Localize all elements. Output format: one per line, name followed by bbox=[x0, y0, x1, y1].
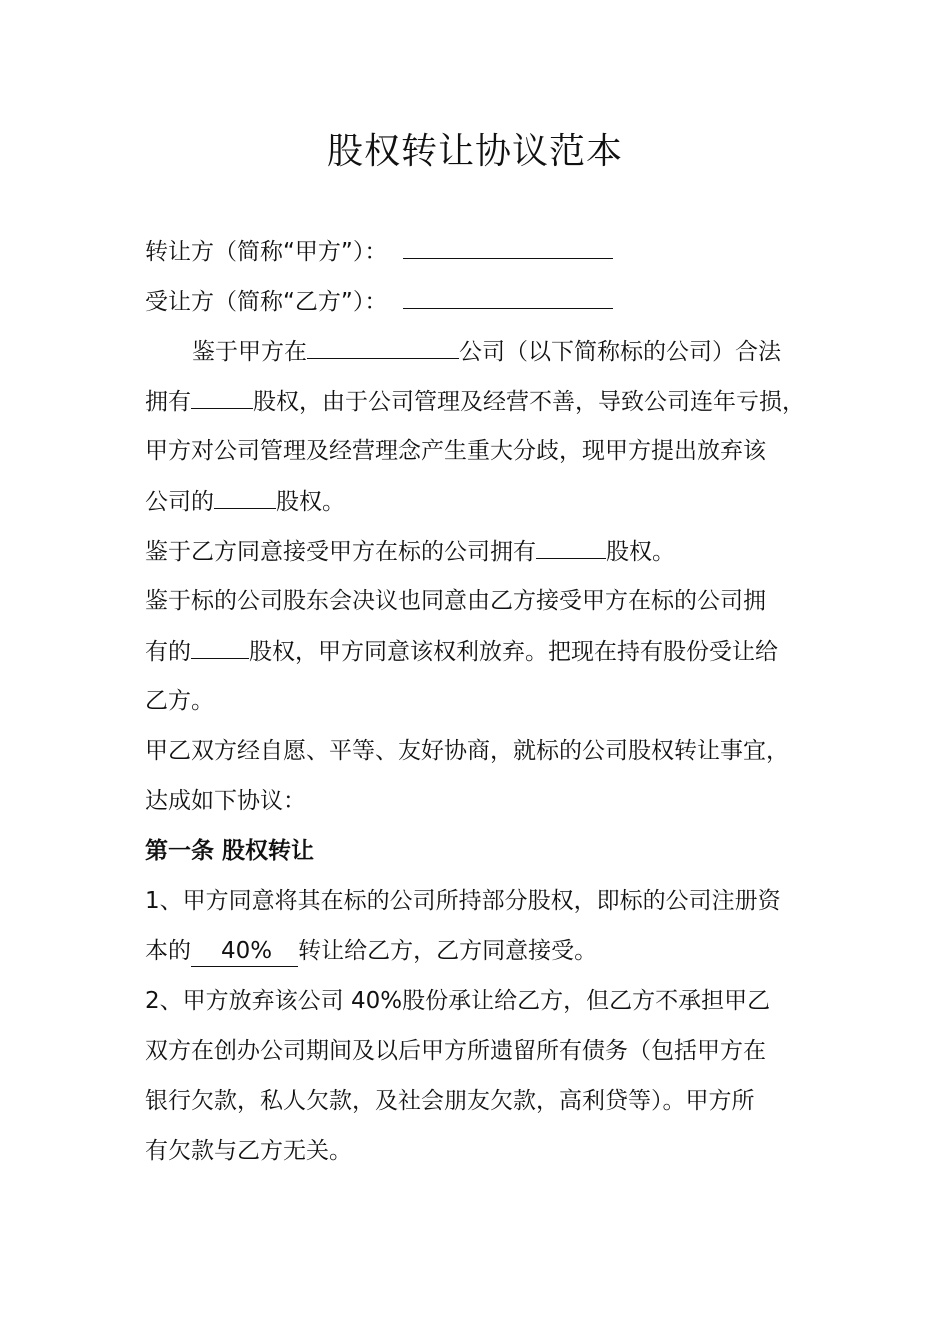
recital-text: 公司（以下简称标的公司）合法 bbox=[459, 339, 781, 365]
recital3-line1: 鉴于标的公司股东会决议也同意由乙方接受甲方在标的公司拥 bbox=[145, 588, 766, 614]
clause2-line3: 银行欠款，私人欠款，及社会朋友欠款，高利贷等）。甲方所 bbox=[145, 1088, 755, 1114]
clause2-line4: 有欠款与乙方无关。 bbox=[145, 1138, 352, 1164]
transferor-label: 转让方（简称“甲方”）： bbox=[145, 239, 388, 265]
article1-heading: 第一条 股权转让 bbox=[145, 838, 315, 864]
recital-text: 有的 bbox=[145, 639, 191, 665]
transferor-line bbox=[145, 236, 613, 267]
recital-text: 股权，由于公司管理及经营不善，导致公司连年亏损， bbox=[253, 389, 805, 415]
transferee-line bbox=[145, 286, 613, 317]
recital-text: 拥有 bbox=[145, 389, 191, 415]
recital-text: 股权，甲方同意该权利放弃。把现在持有股份受让给 bbox=[249, 639, 778, 665]
share-blank[interactable] bbox=[214, 486, 276, 509]
percentage-field[interactable]: 40% bbox=[191, 936, 298, 967]
recital-text: 股权。 bbox=[606, 539, 675, 565]
recital1-line2 bbox=[145, 386, 805, 417]
recital3-line3: 乙方。 bbox=[145, 688, 214, 714]
clause1-line1: 1、甲方同意将其在标的公司所持部分股权，即标的公司注册资 bbox=[145, 888, 781, 914]
recital-text: 鉴于乙方同意接受甲方在标的公司拥有 bbox=[145, 539, 536, 565]
clause1-line2 bbox=[145, 936, 597, 967]
recital-text: 公司的 bbox=[145, 489, 214, 515]
company-name-blank[interactable] bbox=[307, 336, 459, 359]
clause2-line2: 双方在创办公司期间及以后甲方所遗留所有债务（包括甲方在 bbox=[145, 1038, 766, 1064]
recital-text: 鉴于甲方在 bbox=[192, 339, 307, 365]
transferor-blank[interactable] bbox=[403, 236, 613, 259]
agreement-line1: 甲乙双方经自愿、平等、友好协商，就标的公司股权转让事宜， bbox=[145, 738, 789, 764]
recital1-line1 bbox=[192, 336, 781, 367]
recital-text: 股权。 bbox=[276, 489, 345, 515]
clause-text: 本的 bbox=[145, 938, 191, 964]
transferee-blank[interactable] bbox=[403, 286, 613, 309]
clause-text: 转让给乙方，乙方同意接受。 bbox=[298, 938, 598, 964]
document-title: 股权转让协议范本 bbox=[326, 131, 623, 172]
share-blank[interactable] bbox=[191, 636, 249, 659]
clause2-line1: 2、甲方放弃该公司 40%股份承让给乙方，但乙方不承担甲乙 bbox=[145, 988, 771, 1014]
recital2-line bbox=[145, 536, 675, 567]
recital3-line2 bbox=[145, 636, 778, 667]
agreement-line2: 达成如下协议： bbox=[145, 788, 306, 814]
recital1-line3: 甲方对公司管理及经营理念产生重大分歧，现甲方提出放弃该 bbox=[145, 438, 766, 464]
transferee-label: 受让方（简称“乙方”）： bbox=[145, 289, 388, 315]
share-blank[interactable] bbox=[191, 386, 253, 409]
recital1-line4 bbox=[145, 486, 345, 517]
share-blank[interactable] bbox=[536, 536, 606, 559]
